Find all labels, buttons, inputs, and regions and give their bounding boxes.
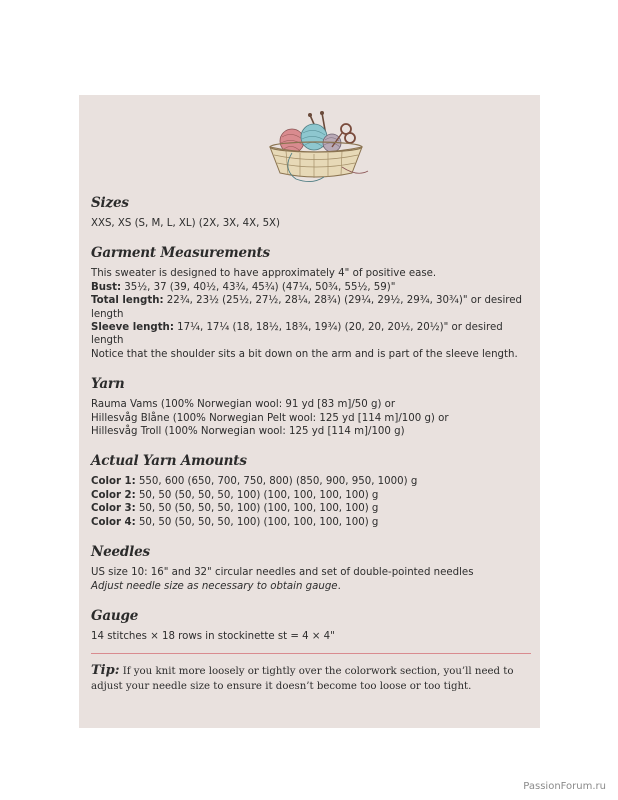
gauge-section bbox=[91, 608, 531, 643]
color-amount: 550, 600 (650, 700, 750, 800) (850, 900, 950, 1000) g bbox=[135, 476, 418, 488]
gauge-heading: Gauge bbox=[91, 607, 139, 624]
sizes-heading: Sizes bbox=[91, 195, 129, 211]
total-length-row bbox=[91, 294, 531, 321]
color-amount: 50, 50 (50, 50, 50, 100) (100, 100, 100, 100) g bbox=[135, 516, 379, 528]
bust-value: 35½, 37 (39, 40½, 43¾, 45¾) (47¼, 50¾, 55½, 59)" bbox=[121, 281, 396, 293]
tip-divider bbox=[91, 653, 531, 654]
color-amount-row bbox=[91, 516, 531, 529]
color-amount: 50, 50 (50, 50, 50, 100) (100, 100, 100, 100) g bbox=[135, 489, 379, 501]
watermark: PassionForum.ru bbox=[523, 781, 606, 792]
yarn-option: Hillesvåg Blåne (100% Norwegian Pelt wool: 125 yd [114 m]/100 g) or bbox=[91, 412, 449, 424]
yarn-section bbox=[91, 376, 531, 438]
total-length-label: Total length: bbox=[91, 295, 164, 307]
color-label: Color 4: bbox=[91, 516, 136, 528]
bust-label: Bust: bbox=[91, 281, 122, 293]
yarn-amounts-section bbox=[91, 453, 531, 529]
color-amount: 50, 50 (50, 50, 50, 100) (100, 100, 100, 100) g bbox=[135, 503, 379, 515]
yarn-amounts-heading: Actual Yarn Amounts bbox=[91, 453, 247, 470]
ease-intro: This sweater is designed to have approximately 4" of positive ease. bbox=[91, 268, 437, 280]
garment-measurements-heading: Garment Measurements bbox=[91, 245, 270, 262]
total-length-value: 22¾, 23½ (25½, 27½, 28¼, 28¾) (29¼, 29½, 29¾, 30¾)" or desired length bbox=[91, 295, 523, 320]
shoulder-note: Notice that the shoulder sits a bit down on the arm and is part of the sleeve length. bbox=[91, 348, 518, 360]
sleeve-length-label: Sleeve length: bbox=[91, 322, 174, 334]
color-label: Color 3: bbox=[91, 503, 136, 515]
tip-label: Tip: bbox=[91, 663, 120, 679]
gauge-text: 14 stitches × 18 rows in stockinette st = 4 × 4" bbox=[91, 630, 335, 642]
yarn-heading: Yarn bbox=[91, 376, 125, 393]
pattern-info-panel bbox=[79, 95, 540, 728]
yarn-option: Hillesvåg Troll (100% Norwegian wool: 125 yd [114 m]/100 g) bbox=[91, 426, 405, 438]
yarn-option: Rauma Vams (100% Norwegian wool: 91 yd [83 m]/50 g) or bbox=[91, 399, 396, 411]
needles-text: US size 10: 16" and 32" circular needles and set of double-pointed needles bbox=[91, 567, 474, 579]
pattern-content bbox=[91, 195, 531, 694]
tip-box bbox=[91, 663, 531, 694]
needles-note-row bbox=[91, 580, 531, 593]
tip-text: If you knit more loosely or tightly over the colorwork section, you’ll need to adjust your needle size to ensure it doesn’t become too loose or too tight. bbox=[91, 666, 514, 693]
sizes-section bbox=[91, 195, 531, 230]
color-amount-row bbox=[91, 489, 531, 502]
needles-note: Adjust needle size as necessary to obtain gauge bbox=[91, 580, 338, 592]
needles-heading: Needles bbox=[91, 544, 150, 561]
color-label: Color 2: bbox=[91, 489, 136, 501]
bust-row bbox=[91, 281, 531, 294]
sleeve-length-value: 17¼, 17¼ (18, 18½, 18¾, 19¾) (20, 20, 20½, 20½)" or desired length bbox=[91, 322, 503, 347]
sleeve-length-row bbox=[91, 321, 531, 348]
garment-measurements-section bbox=[91, 245, 531, 361]
color-label: Color 1: bbox=[91, 476, 136, 488]
needles-section bbox=[91, 544, 531, 593]
sizes-text: XXS, XS (S, M, L, XL) (2X, 3X, 4X, 5X) bbox=[91, 218, 281, 229]
color-amount-row bbox=[91, 502, 531, 515]
yarn-basket-illustration bbox=[262, 107, 372, 185]
color-amount-row bbox=[91, 475, 531, 488]
needles-note-end: . bbox=[337, 580, 341, 592]
